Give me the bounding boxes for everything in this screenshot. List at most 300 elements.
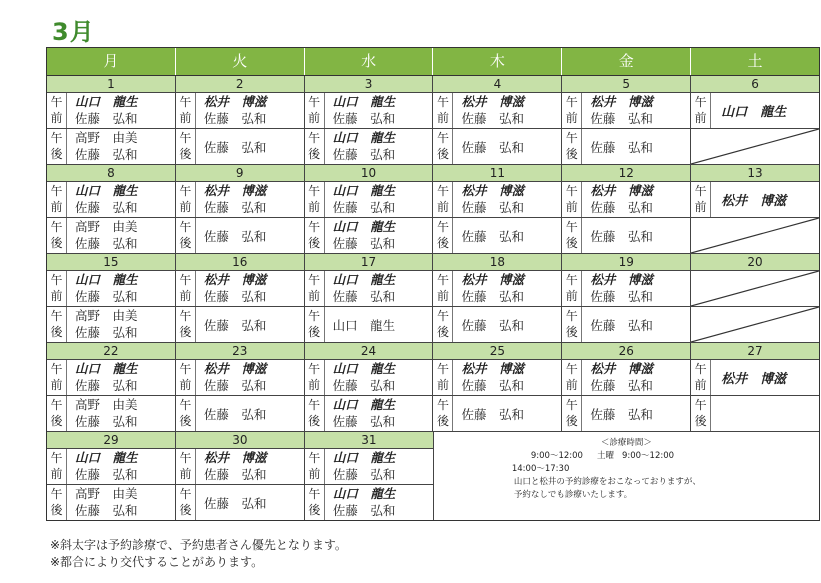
label-char: 前 bbox=[436, 289, 449, 303]
doctor-name: 佐藤 弘和 bbox=[203, 200, 267, 215]
pm-label bbox=[305, 396, 325, 431]
day-cell bbox=[175, 76, 304, 164]
label-char: 後 bbox=[50, 147, 63, 161]
morning-slot bbox=[562, 93, 690, 128]
am-label bbox=[433, 93, 453, 128]
doctor-list bbox=[196, 485, 304, 520]
doctor-name: 高野 由美 bbox=[75, 130, 138, 145]
date-label: 16 bbox=[176, 254, 304, 271]
doctor-name: 佐藤 弘和 bbox=[332, 289, 396, 304]
doctor-name: 佐藤 弘和 bbox=[590, 289, 653, 304]
label-char: 午 bbox=[565, 398, 578, 412]
clinic-hours-info bbox=[433, 432, 819, 520]
doctor-name: 佐藤 弘和 bbox=[461, 228, 524, 244]
doctor-name: 佐藤 弘和 bbox=[75, 378, 138, 393]
am-label bbox=[47, 93, 67, 128]
date-label: 2 bbox=[176, 76, 304, 93]
am-label bbox=[305, 93, 325, 128]
reserved-doctor: 松井 博滋 bbox=[203, 272, 267, 287]
am-label bbox=[305, 271, 325, 306]
doctor-name: 高野 由美 bbox=[75, 486, 138, 501]
label-char: 午 bbox=[308, 398, 321, 412]
am-label bbox=[47, 449, 67, 484]
doctor-list bbox=[325, 396, 433, 431]
month-title: 3月 bbox=[52, 18, 95, 46]
label-char: 午 bbox=[308, 95, 321, 109]
doctor-name: 佐藤 弘和 bbox=[332, 200, 396, 215]
saturday-label: 土曜 bbox=[596, 451, 614, 461]
pm-label bbox=[562, 307, 582, 342]
doctor-list bbox=[453, 218, 561, 253]
doctor-name: 松井 博滋 bbox=[721, 194, 787, 209]
doctor-name: 佐藤 弘和 bbox=[75, 503, 138, 518]
label-char: 後 bbox=[179, 414, 192, 428]
label-char: 午 bbox=[179, 451, 192, 465]
label-char: 午 bbox=[694, 95, 707, 109]
label-char: 前 bbox=[308, 378, 321, 392]
pm-label bbox=[433, 307, 453, 342]
date-label: 18 bbox=[433, 254, 561, 271]
doctor-list bbox=[325, 449, 433, 484]
label-char: 午 bbox=[179, 131, 192, 145]
label-char: 後 bbox=[179, 147, 192, 161]
reserved-doctor: 山口 龍生 bbox=[75, 183, 138, 198]
doctor-name: 佐藤 弘和 bbox=[75, 111, 138, 126]
reserved-doctor: 松井 博滋 bbox=[590, 272, 653, 287]
morning-slot bbox=[691, 93, 819, 128]
doctor-list bbox=[196, 360, 304, 395]
afternoon-slot bbox=[47, 128, 175, 164]
date-label: 10 bbox=[305, 165, 433, 182]
morning-slot bbox=[47, 271, 175, 306]
afternoon-slot bbox=[47, 395, 175, 431]
label-char: 後 bbox=[308, 325, 321, 339]
am-label bbox=[305, 449, 325, 484]
label-char: 前 bbox=[50, 378, 63, 392]
day-cell bbox=[690, 254, 819, 342]
date-label: 22 bbox=[47, 343, 175, 360]
doctor-name: 佐藤 弘和 bbox=[590, 317, 653, 333]
afternoon-slot bbox=[47, 484, 175, 520]
day-cell bbox=[690, 76, 819, 164]
pm-label bbox=[433, 129, 453, 164]
date-label: 23 bbox=[176, 343, 304, 360]
weekday-mon: 月 bbox=[103, 52, 119, 70]
label-char: 後 bbox=[308, 503, 321, 517]
day-cell bbox=[47, 343, 175, 431]
doctor-list bbox=[582, 360, 690, 395]
doctor-list bbox=[582, 218, 690, 253]
pm-label bbox=[47, 218, 67, 253]
label-char: 後 bbox=[565, 414, 578, 428]
footnotes bbox=[50, 537, 347, 571]
reserved-doctor: 松井 博滋 bbox=[461, 272, 524, 287]
morning-slot bbox=[433, 360, 561, 395]
doctor-name: 佐藤 弘和 bbox=[203, 378, 267, 393]
day-cell bbox=[304, 76, 433, 164]
label-char: 前 bbox=[50, 200, 63, 214]
reserved-doctor: 山口 龍生 bbox=[332, 361, 396, 376]
label-char: 後 bbox=[308, 147, 321, 161]
date-label: 11 bbox=[433, 165, 561, 182]
label-char: 前 bbox=[50, 289, 63, 303]
doctor-name: 佐藤 弘和 bbox=[75, 200, 138, 215]
doctor-name: 佐藤 弘和 bbox=[332, 414, 396, 429]
date-label: 31 bbox=[305, 432, 433, 449]
weekday-tue: 火 bbox=[175, 48, 304, 75]
label-char: 後 bbox=[50, 325, 63, 339]
label-char: 午 bbox=[179, 220, 192, 234]
label-char: 午 bbox=[565, 220, 578, 234]
day-cell bbox=[432, 76, 561, 164]
reserved-doctor: 山口 龍生 bbox=[75, 94, 138, 109]
doctor-name: 佐藤 弘和 bbox=[332, 503, 396, 518]
label-char: 午 bbox=[50, 184, 63, 198]
label-char: 午 bbox=[179, 487, 192, 501]
label-char: 前 bbox=[436, 111, 449, 125]
label-char: 前 bbox=[179, 289, 192, 303]
doctor-list bbox=[325, 307, 433, 342]
doctor-name: 佐藤 弘和 bbox=[203, 111, 267, 126]
am-label bbox=[305, 182, 325, 217]
label-char: 午 bbox=[436, 273, 449, 287]
label-char: 後 bbox=[436, 236, 449, 250]
date-label: 5 bbox=[562, 76, 690, 93]
doctor-name: 佐藤 弘和 bbox=[75, 467, 138, 482]
am-label bbox=[47, 271, 67, 306]
label-char: 午 bbox=[179, 184, 192, 198]
doctor-name: 高野 由美 bbox=[75, 397, 138, 412]
label-char: 午 bbox=[179, 362, 192, 376]
afternoon-slot bbox=[691, 306, 819, 342]
pm-label bbox=[47, 396, 67, 431]
pm-label bbox=[433, 218, 453, 253]
reserved-doctor: 山口 龍生 bbox=[332, 397, 396, 412]
am-label bbox=[691, 182, 711, 217]
no-clinic-slash bbox=[691, 271, 819, 306]
day-cell bbox=[304, 343, 433, 431]
label-char: 後 bbox=[565, 325, 578, 339]
morning-slot bbox=[562, 271, 690, 306]
afternoon-slot bbox=[433, 306, 561, 342]
label-char: 前 bbox=[308, 467, 321, 481]
afternoon-slot bbox=[433, 217, 561, 253]
schedule-calendar bbox=[46, 47, 820, 521]
label-char: 午 bbox=[694, 362, 707, 376]
label-char: 後 bbox=[565, 147, 578, 161]
doctor-name: 佐藤 弘和 bbox=[75, 147, 138, 162]
doctor-name: 佐藤 弘和 bbox=[203, 228, 267, 244]
doctor-name: 佐藤 弘和 bbox=[75, 236, 138, 251]
morning-slot bbox=[691, 360, 819, 395]
label-char: 午 bbox=[50, 487, 63, 501]
label-char: 後 bbox=[50, 236, 63, 250]
doctor-name: 佐藤 弘和 bbox=[203, 467, 267, 482]
day-cell bbox=[304, 165, 433, 253]
doctor-list bbox=[196, 271, 304, 306]
day-cell bbox=[561, 76, 690, 164]
doctor-list bbox=[711, 396, 819, 431]
doctor-list bbox=[196, 218, 304, 253]
week-row bbox=[47, 253, 819, 342]
hours-morning bbox=[434, 450, 819, 463]
doctor-name: 佐藤 弘和 bbox=[203, 495, 267, 511]
doctor-name: 佐藤 弘和 bbox=[332, 236, 396, 251]
doctor-name: 佐藤 弘和 bbox=[332, 147, 396, 162]
morning-slot bbox=[691, 271, 819, 306]
label-char: 前 bbox=[565, 200, 578, 214]
label-char: 午 bbox=[308, 309, 321, 323]
am-label bbox=[433, 182, 453, 217]
weekday-sat: 土 bbox=[690, 48, 819, 75]
doctor-name: 佐藤 弘和 bbox=[203, 139, 267, 155]
doctor-list bbox=[325, 93, 433, 128]
reserved-doctor: 松井 博滋 bbox=[590, 361, 653, 376]
pm-label bbox=[47, 485, 67, 520]
afternoon-slot bbox=[433, 128, 561, 164]
date-label: 9 bbox=[176, 165, 304, 182]
label-char: 午 bbox=[436, 398, 449, 412]
date-label: 4 bbox=[433, 76, 561, 93]
week-row bbox=[47, 342, 819, 431]
afternoon-slot bbox=[47, 217, 175, 253]
afternoon-slot bbox=[691, 395, 819, 431]
afternoon-slot bbox=[305, 484, 433, 520]
pm-label bbox=[433, 396, 453, 431]
am-label bbox=[47, 182, 67, 217]
label-char: 午 bbox=[436, 184, 449, 198]
doctor-name: 佐藤 弘和 bbox=[203, 289, 267, 304]
afternoon-slot bbox=[691, 128, 819, 164]
no-clinic-slash bbox=[691, 218, 819, 253]
doctor-list bbox=[196, 449, 304, 484]
doctor-name: 佐藤 弘和 bbox=[590, 111, 653, 126]
am-label bbox=[47, 360, 67, 395]
label-char: 後 bbox=[50, 503, 63, 517]
footnote-substitution: ※都合により交代することがあります。 bbox=[50, 555, 264, 569]
afternoon-slot bbox=[47, 306, 175, 342]
day-cell bbox=[175, 165, 304, 253]
am-label bbox=[176, 360, 196, 395]
am-label bbox=[433, 360, 453, 395]
afternoon-slot bbox=[562, 217, 690, 253]
am-label bbox=[691, 360, 711, 395]
label-char: 前 bbox=[565, 111, 578, 125]
am-label bbox=[691, 93, 711, 128]
afternoon-slot bbox=[305, 217, 433, 253]
doctor-list bbox=[453, 182, 561, 217]
label-char: 午 bbox=[308, 220, 321, 234]
doctor-list bbox=[325, 182, 433, 217]
pm-label bbox=[691, 396, 711, 431]
doctor-list bbox=[67, 93, 175, 128]
reserved-doctor: 山口 龍生 bbox=[332, 94, 396, 109]
week-row bbox=[47, 76, 819, 164]
label-char: 午 bbox=[565, 309, 578, 323]
morning-slot bbox=[176, 93, 304, 128]
day-cell bbox=[561, 254, 690, 342]
afternoon-slot bbox=[305, 395, 433, 431]
doctor-name: 佐藤 弘和 bbox=[590, 378, 653, 393]
doctor-list bbox=[67, 182, 175, 217]
no-clinic-slash bbox=[691, 129, 819, 164]
date-label: 25 bbox=[433, 343, 561, 360]
doctor-list bbox=[325, 360, 433, 395]
doctor-list bbox=[325, 485, 433, 520]
day-cell bbox=[561, 165, 690, 253]
label-char: 午 bbox=[50, 451, 63, 465]
am-label bbox=[176, 182, 196, 217]
date-label: 3 bbox=[305, 76, 433, 93]
reserved-doctor: 山口 龍生 bbox=[332, 450, 396, 465]
doctor-name: 佐藤 弘和 bbox=[75, 289, 138, 304]
date-label: 13 bbox=[691, 165, 819, 182]
label-char: 前 bbox=[179, 467, 192, 481]
label-char: 後 bbox=[694, 414, 707, 428]
am-label bbox=[176, 271, 196, 306]
reserved-doctor: 山口 龍生 bbox=[332, 272, 396, 287]
doctor-name: 佐藤 弘和 bbox=[75, 325, 138, 340]
reserved-doctor: 山口 龍生 bbox=[332, 219, 396, 234]
day-cell bbox=[304, 254, 433, 342]
date-label: 1 bbox=[47, 76, 175, 93]
day-cell bbox=[432, 343, 561, 431]
footnote-italic-meaning: ※斜太字は予約診療で、予約患者さん優先となります。 bbox=[50, 538, 347, 552]
doctor-list bbox=[67, 218, 175, 253]
hours-title: ＜診療時間＞ bbox=[600, 438, 652, 448]
doctor-list bbox=[711, 93, 819, 128]
doctor-name: 佐藤 弘和 bbox=[590, 406, 653, 422]
week-row bbox=[47, 164, 819, 253]
date-label: 26 bbox=[562, 343, 690, 360]
doctor-list bbox=[196, 307, 304, 342]
reserved-doctor: 松井 博滋 bbox=[461, 94, 524, 109]
label-char: 後 bbox=[179, 325, 192, 339]
label-char: 午 bbox=[179, 398, 192, 412]
reserved-doctor: 山口 龍生 bbox=[75, 450, 138, 465]
hours-weekday: 9:00～12:00 bbox=[530, 451, 583, 461]
afternoon-slot bbox=[176, 395, 304, 431]
date-label: 20 bbox=[691, 254, 819, 271]
day-cell bbox=[175, 254, 304, 342]
reserved-doctor: 松井 博滋 bbox=[203, 183, 267, 198]
morning-slot bbox=[305, 93, 433, 128]
label-char: 午 bbox=[50, 309, 63, 323]
label-char: 午 bbox=[308, 362, 321, 376]
label-char: 前 bbox=[50, 111, 63, 125]
morning-slot bbox=[176, 271, 304, 306]
morning-slot bbox=[691, 182, 819, 217]
doctor-list bbox=[453, 360, 561, 395]
day-cell bbox=[432, 254, 561, 342]
reserved-doctor: 松井 博滋 bbox=[590, 183, 653, 198]
doctor-list bbox=[196, 396, 304, 431]
no-clinic-slash bbox=[691, 307, 819, 342]
morning-slot bbox=[305, 360, 433, 395]
label-char: 前 bbox=[694, 111, 707, 125]
label-char: 午 bbox=[50, 362, 63, 376]
label-char: 午 bbox=[308, 451, 321, 465]
doctor-list bbox=[67, 307, 175, 342]
reserved-doctor: 松井 博滋 bbox=[590, 94, 653, 109]
pm-label bbox=[305, 485, 325, 520]
label-char: 午 bbox=[565, 273, 578, 287]
doctor-name: 佐藤 弘和 bbox=[461, 139, 524, 155]
pm-label bbox=[176, 307, 196, 342]
pm-label bbox=[562, 218, 582, 253]
morning-slot bbox=[433, 93, 561, 128]
label-char: 前 bbox=[179, 378, 192, 392]
label-char: 午 bbox=[436, 362, 449, 376]
morning-slot bbox=[562, 182, 690, 217]
label-char: 午 bbox=[308, 273, 321, 287]
doctor-name: 佐藤 弘和 bbox=[75, 414, 138, 429]
date-label: 24 bbox=[305, 343, 433, 360]
pm-label bbox=[305, 307, 325, 342]
reserved-doctor: 松井 博滋 bbox=[203, 361, 267, 376]
doctor-list bbox=[67, 485, 175, 520]
doctor-list bbox=[67, 271, 175, 306]
doctor-name: 佐藤 弘和 bbox=[461, 317, 524, 333]
afternoon-slot bbox=[305, 128, 433, 164]
doctor-list bbox=[582, 182, 690, 217]
reserved-doctor: 山口 龍生 bbox=[75, 361, 138, 376]
label-char: 午 bbox=[436, 220, 449, 234]
afternoon-slot bbox=[562, 306, 690, 342]
afternoon-slot bbox=[176, 306, 304, 342]
label-char: 前 bbox=[694, 200, 707, 214]
doctor-list bbox=[582, 396, 690, 431]
afternoon-slot bbox=[433, 395, 561, 431]
label-char: 午 bbox=[436, 309, 449, 323]
day-cell bbox=[175, 343, 304, 431]
reserved-doctor: 松井 博滋 bbox=[461, 361, 524, 376]
morning-slot bbox=[433, 271, 561, 306]
label-char: 午 bbox=[565, 131, 578, 145]
doctor-list bbox=[711, 360, 819, 395]
label-char: 後 bbox=[308, 236, 321, 250]
am-label bbox=[562, 271, 582, 306]
morning-slot bbox=[176, 449, 304, 484]
hours-saturday: 9:00～12:00 bbox=[621, 451, 675, 461]
label-char: 午 bbox=[50, 220, 63, 234]
label-char: 午 bbox=[308, 487, 321, 501]
label-char: 午 bbox=[50, 273, 63, 287]
day-cell bbox=[690, 165, 819, 253]
label-char: 午 bbox=[179, 95, 192, 109]
afternoon-slot bbox=[176, 217, 304, 253]
label-char: 前 bbox=[436, 200, 449, 214]
doctor-name: 佐藤 弘和 bbox=[461, 200, 524, 215]
label-char: 午 bbox=[179, 273, 192, 287]
morning-slot bbox=[47, 449, 175, 484]
doctor-name: 佐藤 弘和 bbox=[203, 317, 267, 333]
weekday-header bbox=[47, 48, 819, 76]
date-label: 29 bbox=[47, 432, 175, 449]
doctor-name: 佐藤 弘和 bbox=[590, 200, 653, 215]
label-char: 午 bbox=[308, 184, 321, 198]
pm-label bbox=[562, 396, 582, 431]
label-char: 後 bbox=[565, 236, 578, 250]
doctor-list bbox=[67, 129, 175, 164]
doctor-name: 佐藤 弘和 bbox=[332, 467, 396, 482]
day-cell bbox=[175, 432, 304, 520]
label-char: 午 bbox=[50, 398, 63, 412]
label-char: 午 bbox=[565, 362, 578, 376]
doctor-name: 山口 龍生 bbox=[332, 317, 396, 333]
doctor-name: 佐藤 弘和 bbox=[461, 378, 524, 393]
label-char: 午 bbox=[50, 131, 63, 145]
